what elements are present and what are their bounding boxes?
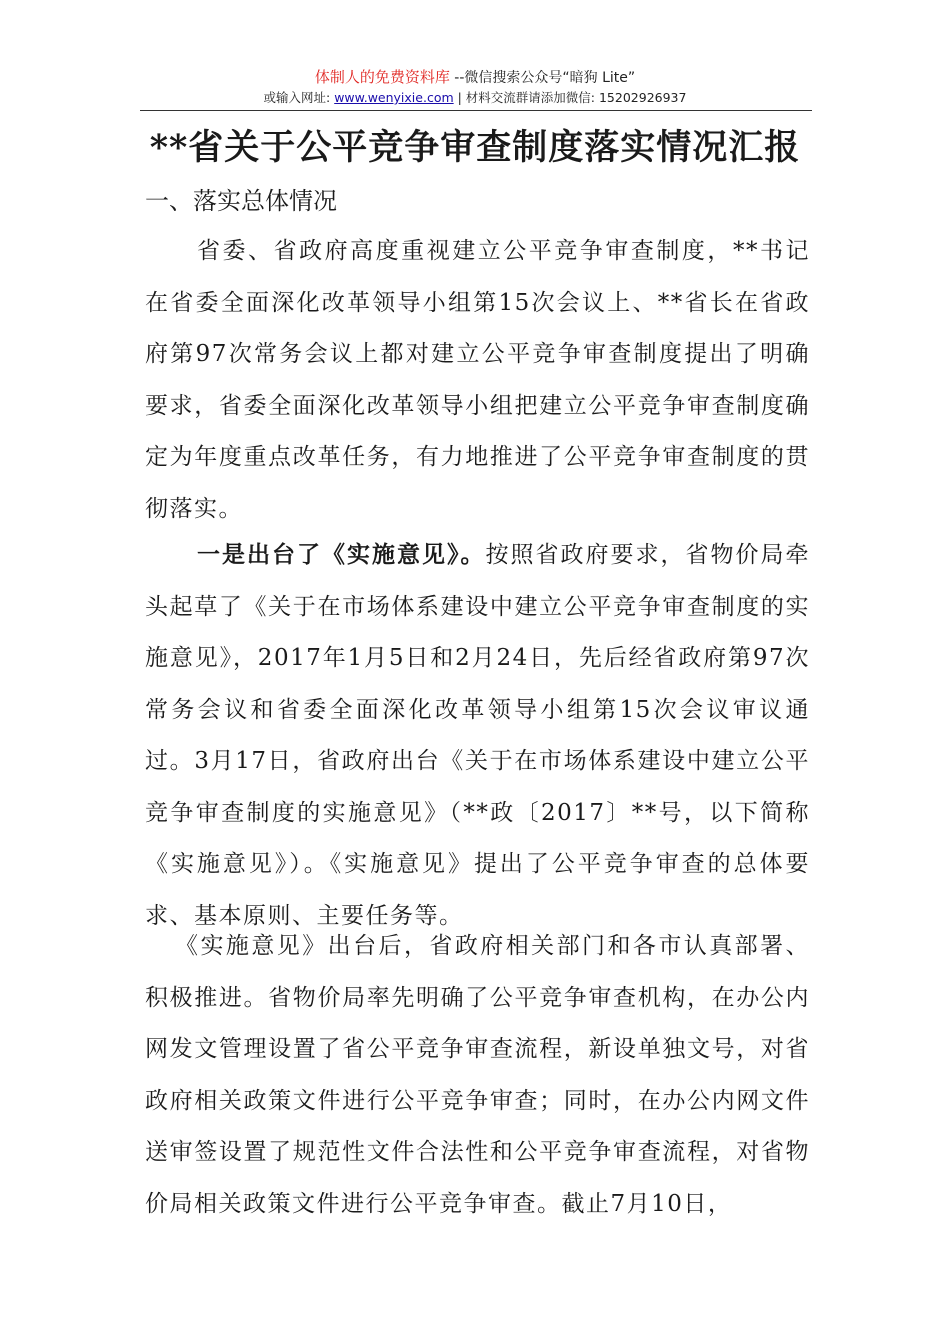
header-brand-suffix: --微信搜索公众号“暗狗 Lite”: [449, 70, 636, 86]
paragraph-2-body: 按照省政府要求，省物价局牵头起草了《关于在市场体系建设中建立公平竞争审查制度的实施意见》，2017年1月5日和2月24日，先后经省政府第97次常务会议和省委全面深化改革领导小组第15次会议审议通过。3月17日，省政府出台《关于在市场体系建设中建立公平竞争审查制度的实施意见》（**政〔2017〕**号，以下简称《实施意见》）。《实施意见》提出了公平竞争审查的总体要求、基本原则、主要任务等。: [145, 542, 810, 929]
paragraph-2-lead: 一是出台了《实施意见》。: [197, 541, 486, 568]
header-line-2: [0, 90, 950, 106]
paragraph-2: [145, 529, 810, 942]
document-title: **省关于公平竞争审查制度落实情况汇报: [149, 127, 801, 168]
header-line-1: [0, 68, 950, 87]
header-brand: 体制人的免费资料库: [314, 68, 450, 86]
header-contact: | 材料交流群请添加微信: 15202926937: [453, 90, 687, 105]
header-divider: [140, 110, 812, 111]
header-url-link[interactable]: www.wenyixie.com: [334, 90, 454, 105]
paragraph-3: 《实施意见》出台后，省政府相关部门和各市认真部署、积极推进。省物价局率先明确了公平竞争审查机构，在办公内网发文管理设置了省公平竞争审查流程，新设单独文号，对省政府相关政策文件进行公平竞争审查；同时，在办公内网文件送审签设置了规范性文件合法性和公平竞争审查流程，对省物价局相关政策文件进行公平竞争审查。截止7月10日，: [145, 933, 810, 1217]
paragraph-1: 省委、省政府高度重视建立公平竞争审查制度，**书记在省委全面深化改革领导小组第15次会议上、**省长在省政府第97次常务会议上都对建立公平竞争审查制度提出了明确要求，省委全面深化改革领导小组把建立公平竞争审查制度确定为年度重点改革任务，有力地推进了公平竞争审查制度的贯彻落实。: [145, 238, 810, 522]
header-url-prefix: 或输入网址:: [263, 90, 335, 105]
section-heading: 一、落实总体情况: [145, 187, 337, 215]
